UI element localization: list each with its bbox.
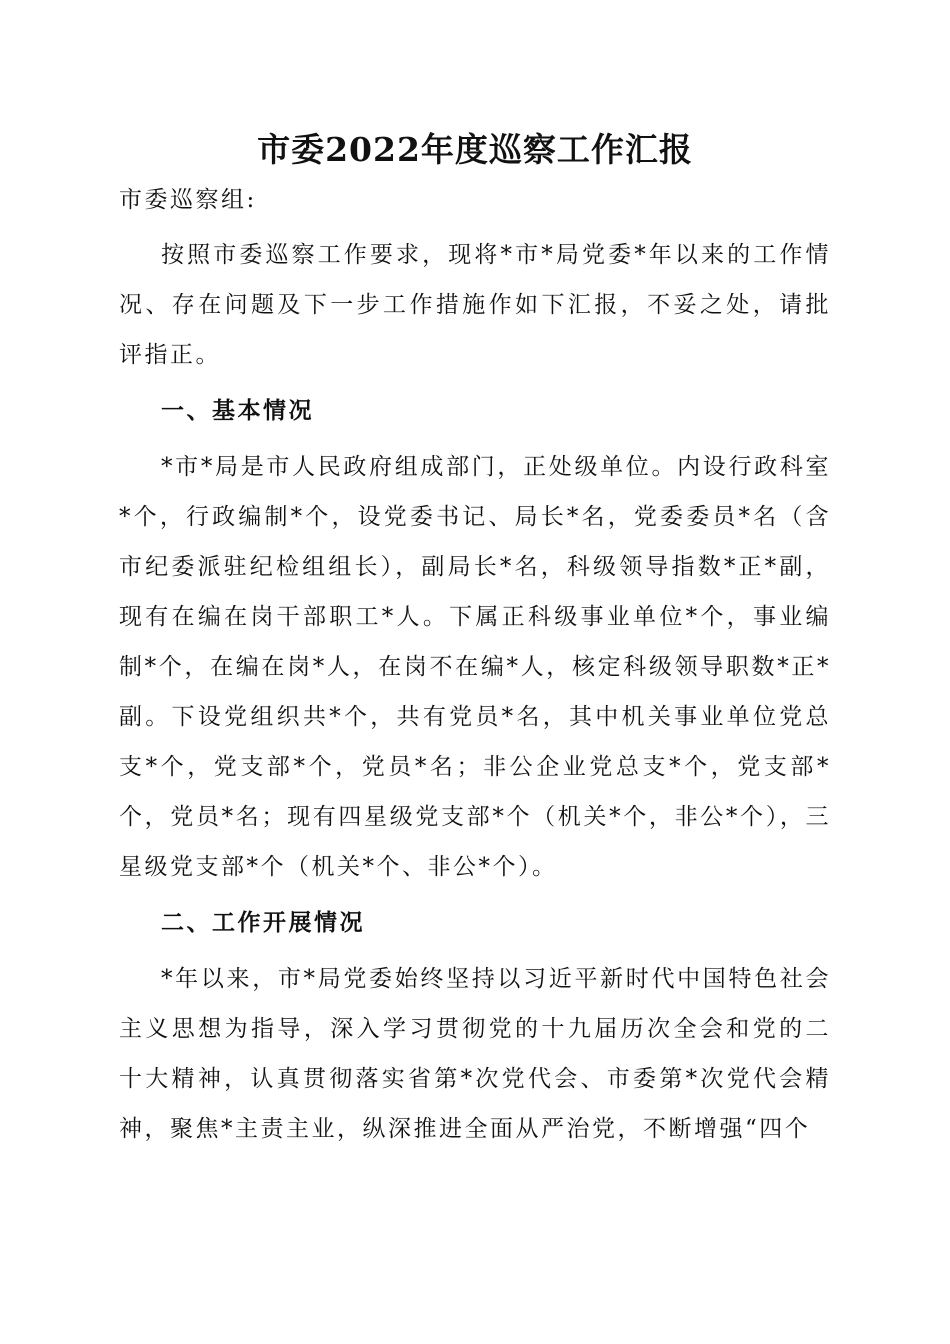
work-progress-paragraph: *年以来，市*局党委始终坚持以习近平新时代中国特色社会主义思想为指导，深入学习贯彻党的十九届历次全会和党的二十大精神，认真贯彻落实省第*次党代会、市委第*次党代会精神，聚焦*主责主业，纵深推进全面从严治党，不断增强“四个 — [119, 966, 831, 1142]
document-body — [119, 176, 831, 1154]
intro-paragraph: 按照市委巡察工作要求，现将*市*局党委*年以来的工作情况、存在问题及下一步工作措施作如下汇报，不妥之处，请批评指正。 — [119, 242, 831, 368]
basic-info-paragraph: *市*局是市人民政府组成部门，正处级单位。内设行政科室*个，行政编制*个，设党委书记、局长*名，党委委员*名（含市纪委派驻纪检组组长），副局长*名，科级领导指数*正*副，现有在编在岗干部职工*人。下属正科级事业单位*个，事业编制*个，在编在岗*人，在岗不在编*人，核定科级领导职数*正*副。下设党组织共*个，共有党员*名，其中机关事业单位党总支*个，党支部*个，党员*名；非公企业党总支*个，党支部*个，党员*名；现有四星级党支部*个（机关*个，非公*个），三星级党支部*个（机关*个、非公*个）。 — [119, 454, 831, 880]
document-title: 市委2022年度巡察工作汇报 — [257, 130, 693, 169]
salutation: 市委巡察组: — [119, 187, 257, 213]
section-heading-work-progress: 二、工作开展情况 — [161, 909, 365, 936]
section-heading-basic-info: 一、基本情况 — [161, 397, 314, 424]
